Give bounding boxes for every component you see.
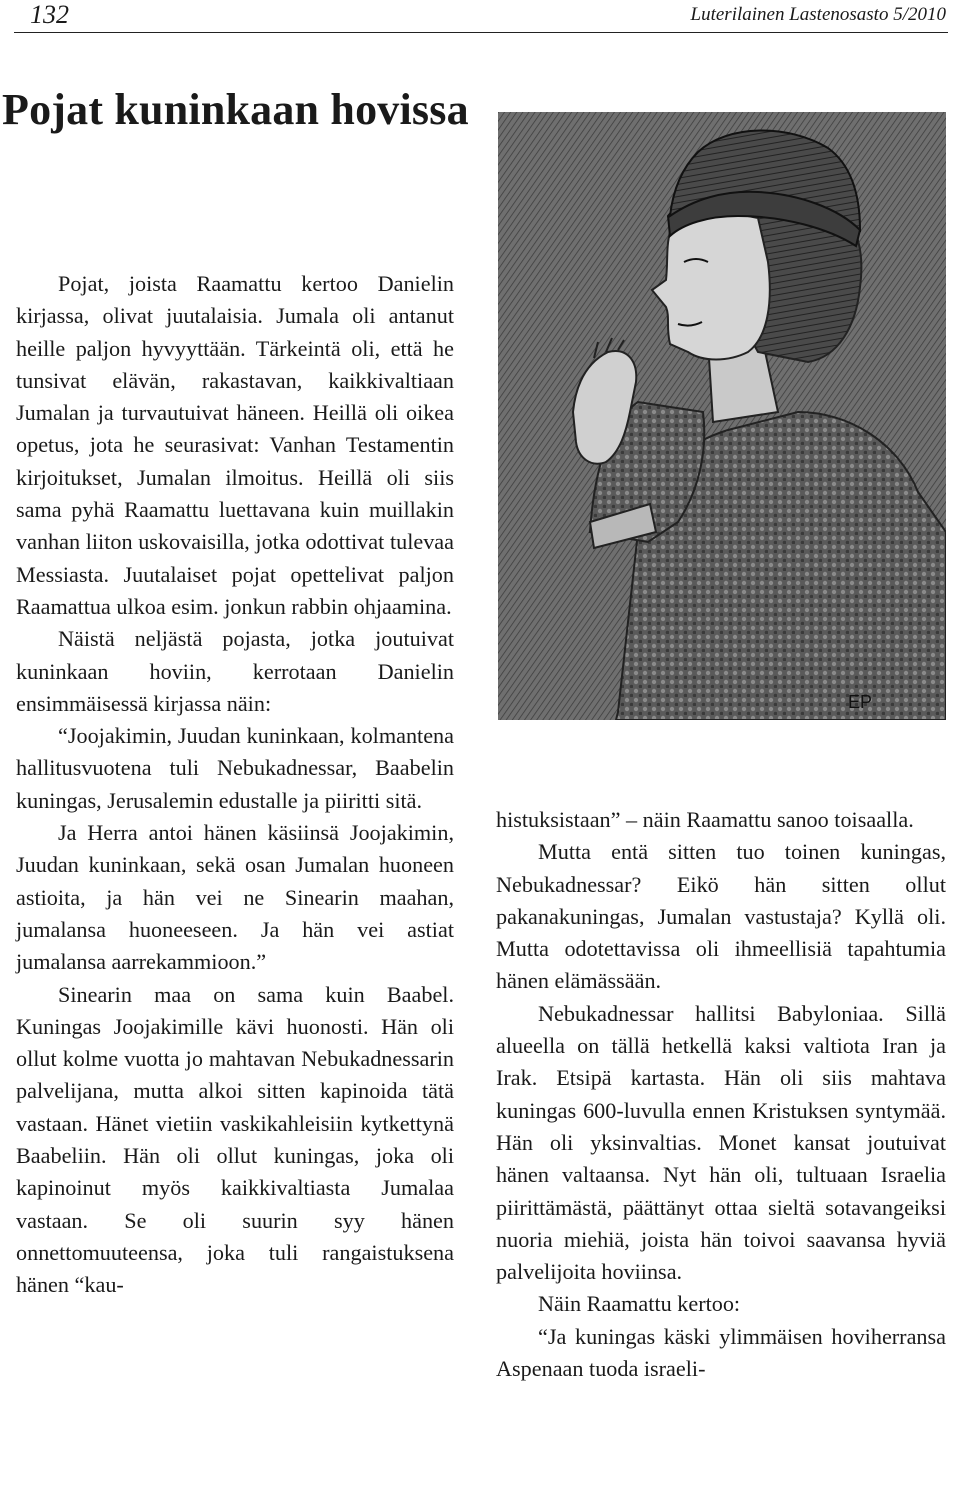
header-rule — [14, 32, 948, 33]
paragraph: Sinearin maa on sama kuin Baabel. Kuningas Joojakimille kävi huonosti. Hän oli ollut kolme vuotta jo mahtavan Nebukadnessarin palvelijana, mutta alkoi sitten kapinoida tätä vastaan. Hänet vietiin vaskikahleisiin kytkettynä Baabeliin. Hän oli ollut kuningas, joka oli kapinoinut myös kaikkivaltiasta Jumalaa vastaan. Se oli suurin syy hänen onnettomuuteensa, joka tuli rangaistuksena hänen “kau- — [16, 981, 454, 1298]
quote-paragraph: Ja Herra antoi hänen käsiinsä Joojakimin, Juudan kuninkaan, sekä osan Jumalan huoneen astioita, ja hän vei ne Sinearin maahan, jumalansa huoneeseen. Ja hän vei astiat jumalansa aarrekammioon.” — [16, 820, 454, 975]
praying-boy-illustration — [498, 112, 946, 720]
paragraph: Nebukadnessar hallitsi Babyloniaa. Sillä alueella on tällä hetkellä kaksi valtiota Iran ja Irak. Etsipä kartasta. Hän oli siis mahtava kuningas 600-luvulla ennen Kristuksen syntymää. Hän oli yksinvaltias. Monet kansat joutuivat hänen valtaansa. Nyt hän oli, tultuaan Israelia piirittämästä, päättänyt ottaa sieltä sotavangeiksi nuoria miehiä, joista hän toivoi saavansa hyviä palvelijoita hoviinsa. — [496, 1000, 946, 1285]
quote-paragraph: “Ja kuningas käski ylimmäisen hoviherransa Aspenaan tuoda israeli- — [496, 1323, 946, 1382]
page-header — [0, 0, 960, 36]
article-title: Pojat kuninkaan hovissa — [2, 85, 469, 134]
paragraph: Mutta entä sitten tuo toinen kuningas, Nebukadnessar? Eikö hän sitten ollut pakanakuningas, Jumalan vastustaja? Kyllä oli. Mutta odotettavissa oli ihmeellisiä tapahtumia hänen elämässään. — [496, 839, 946, 994]
page-number: 132 — [30, 0, 69, 29]
right-column — [496, 804, 946, 1385]
paragraph: Näistä neljästä pojasta, jotka joutuivat kuninkaan hoviin, kerrotaan Danielin ensimmäisessä kirjassa näin: — [16, 626, 454, 716]
quote-paragraph: “Joojakimin, Juudan kuninkaan, kolmantena hallitusvuotena tuli Nebukadnessar, Baabelin kuningas, Jerusalemin edustalle ja piiritti sitä. — [16, 723, 454, 813]
paragraph: histuksistaan” – näin Raamattu sanoo toisaalla. — [496, 807, 914, 832]
signature: EP — [848, 692, 873, 712]
left-column — [16, 268, 454, 1302]
journal-title: Luterilainen Lastenosasto 5/2010 — [690, 4, 946, 25]
paragraph: Näin Raamattu kertoo: — [538, 1291, 741, 1317]
paragraph: Pojat, joista Raamattu kertoo Danielin kirjassa, olivat juutalaisia. Jumala oli antanut heille paljon hyvyyttään. Tärkeintä oli, että he tunsivat elävän, rakastavan, kaikkivaltiaan Jumalan ja turvautuivat häneen. Heillä oli oikea opetus, jota he seurasivat: Vanhan Testamentin kirjoitukset, Jumalan ilmoitus. Heillä oli siis sama pyhä Raamattu luettavana kuin muillakin vanhan liiton uskovaisilla, jotka odottivat tulevaa Messiasta. Juutalaiset pojat opettelivat paljon Raamattua ulkoa esim. jonkun rabbin ohjaamina. — [16, 271, 454, 619]
